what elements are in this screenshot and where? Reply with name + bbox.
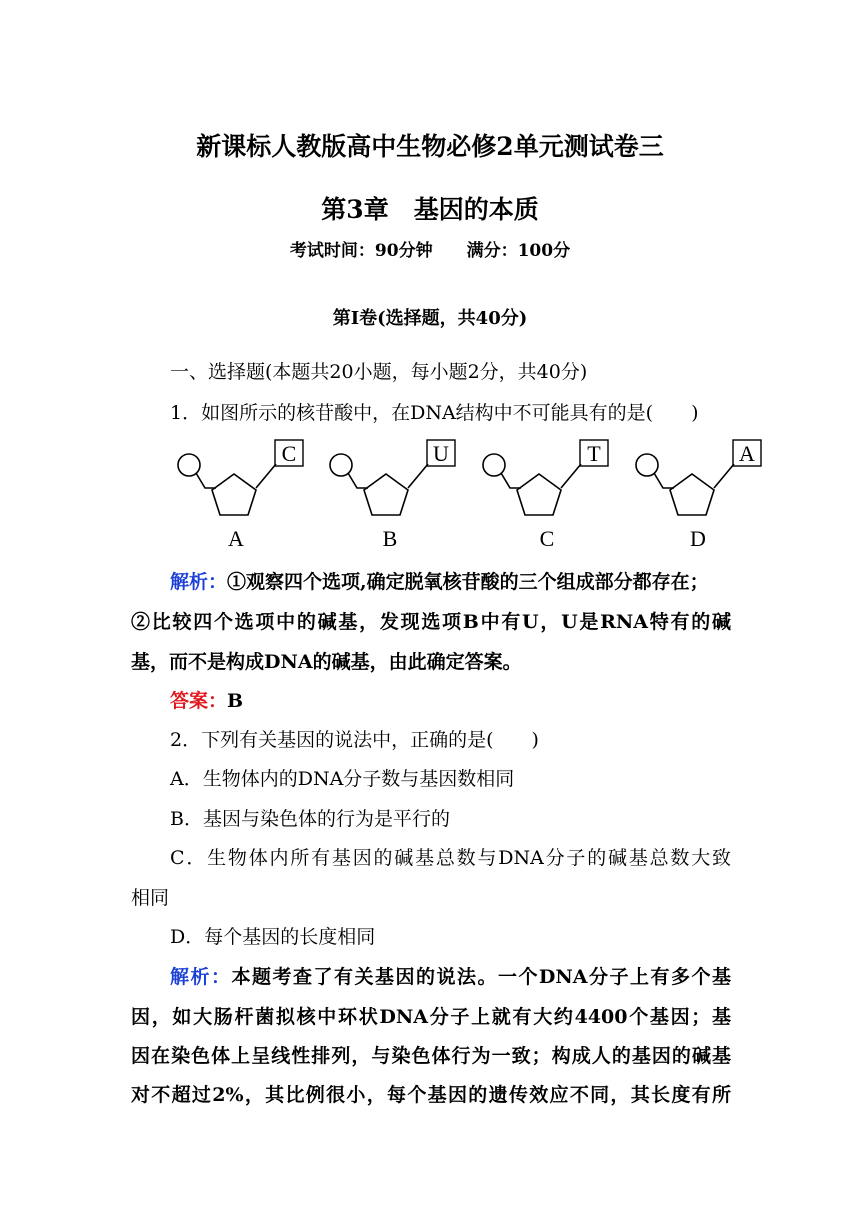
option-label: A bbox=[228, 526, 244, 551]
question-1-stem: 1．如图所示的核苷酸中，在DNA结构中不可能具有的是( ) bbox=[170, 402, 699, 424]
section-intro: 一、选择题(本题共20小题，每小题2分，共40分) bbox=[170, 361, 588, 383]
question-2-analysis-line-2: 因，如大肠杆菌拟核中环状DNA分子上就有大约4400个基因；基 bbox=[131, 1006, 731, 1028]
base-label: U bbox=[433, 441, 449, 466]
base-label: A bbox=[739, 441, 755, 466]
question-1-analysis-line-1 bbox=[170, 567, 709, 594]
exam-info: 考试时间：90分钟 满分：100分 bbox=[289, 241, 571, 261]
nucleotide-option-c bbox=[483, 440, 608, 551]
nucleotide-option-d bbox=[636, 440, 761, 551]
analysis-label: 解析： bbox=[170, 966, 232, 988]
nucleotide-figure bbox=[170, 436, 790, 556]
sugar-pentagon-icon bbox=[364, 474, 408, 515]
question-2-option-c-cont: 相同 bbox=[131, 887, 170, 909]
question-2-analysis-line-3: 因在染色体上呈线性排列，与染色体行为一致；构成人的基因的碱基 bbox=[131, 1045, 731, 1067]
section-heading: 第Ⅰ卷(选择题，共40分) bbox=[332, 308, 528, 329]
question-1-analysis-line-3: 基，而不是构成DNA的碱基，由此确定答案。 bbox=[131, 651, 522, 673]
document-title: 新课标人教版高中生物必修2单元测试卷三 bbox=[196, 132, 664, 161]
sugar-pentagon-icon bbox=[517, 474, 561, 515]
answer-value: B bbox=[227, 690, 244, 712]
sugar-pentagon-icon bbox=[670, 474, 714, 515]
question-2-option-d: D．每个基因的长度相同 bbox=[170, 926, 376, 948]
base-label: T bbox=[587, 441, 601, 466]
question-2-stem: 2．下列有关基因的说法中，正确的是( ) bbox=[170, 729, 539, 751]
chapter-title: 第3章 基因的本质 bbox=[321, 195, 539, 224]
option-label: B bbox=[382, 526, 398, 551]
question-2-analysis-line-1 bbox=[170, 962, 731, 989]
question-2-option-a: A．生物体内的DNA分子数与基因数相同 bbox=[170, 768, 515, 790]
nucleotide-option-b bbox=[330, 440, 455, 551]
question-2-option-c: C．生物体内所有基因的碱基总数与DNA分子的碱基总数大致 bbox=[170, 847, 731, 869]
question-2-analysis-line-4: 对不超过2%，其比例很小，每个基因的遗传效应不同，其长度有所 bbox=[131, 1084, 731, 1106]
analysis-text: ①观察四个选项,确定脱氧核苷酸的三个组成部分都存在； bbox=[227, 571, 709, 593]
analysis-label: 解析： bbox=[170, 571, 228, 593]
question-1-analysis-line-2: ②比较四个选项中的碱基，发现选项B中有U，U是RNA特有的碱 bbox=[131, 611, 731, 633]
nucleotide-option-a bbox=[178, 440, 303, 551]
answer-label: 答案： bbox=[170, 690, 228, 712]
base-label: C bbox=[281, 441, 297, 466]
sugar-pentagon-icon bbox=[212, 474, 256, 515]
question-2-option-b: B．基因与染色体的行为是平行的 bbox=[170, 808, 450, 830]
option-label: C bbox=[539, 526, 555, 551]
question-1-answer bbox=[170, 686, 243, 713]
analysis-text: 本题考查了有关基因的说法。一个DNA分子上有多个基 bbox=[231, 966, 731, 988]
option-label: D bbox=[690, 526, 706, 551]
